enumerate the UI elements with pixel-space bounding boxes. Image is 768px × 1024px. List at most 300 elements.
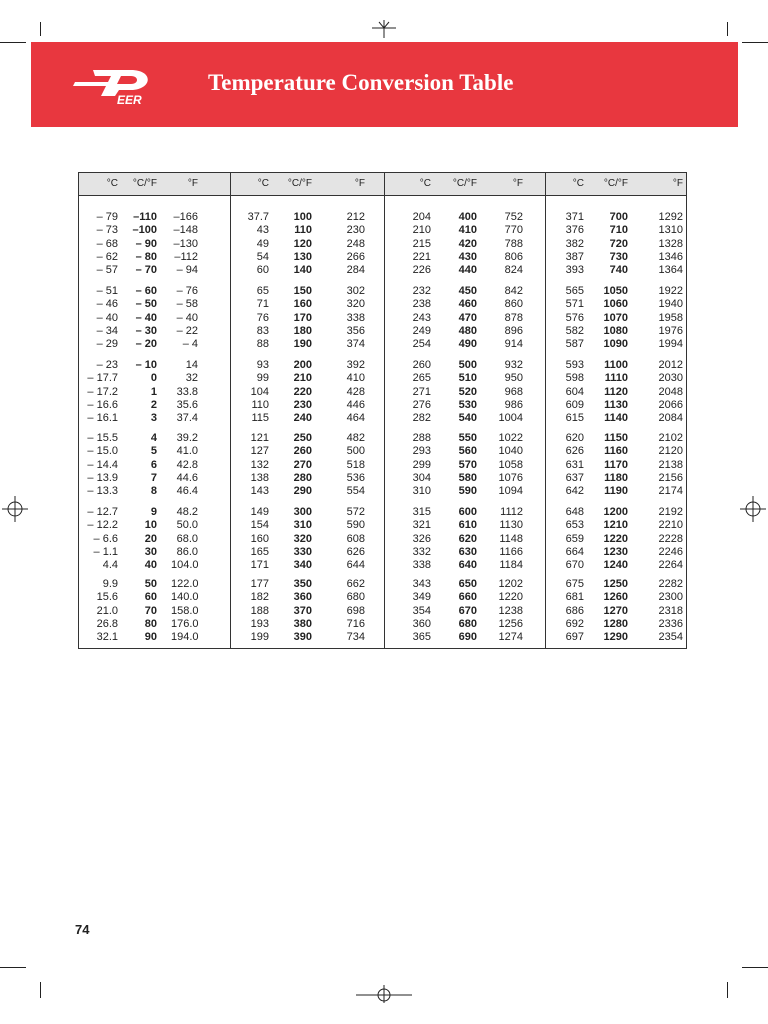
reference-value: 300 xyxy=(293,506,312,518)
celsius-value: 659 xyxy=(565,532,584,545)
fahrenheit-value: 2174 xyxy=(658,485,683,498)
reference-value: 290 xyxy=(293,485,312,498)
reference-value: 490 xyxy=(458,338,477,351)
reference-value: 2 xyxy=(150,398,157,411)
reference-value: 260 xyxy=(293,445,312,458)
fahrenheit-value: 44.6 xyxy=(176,471,198,484)
celsius-value: 664 xyxy=(565,545,584,558)
celsius-value: 154 xyxy=(250,519,269,532)
celsius-value: 65 xyxy=(256,285,269,297)
fahrenheit-value: 356 xyxy=(346,324,365,337)
fahrenheit-value: 1994 xyxy=(658,338,683,351)
fahrenheit-value: 68.0 xyxy=(176,532,198,545)
celsius-value: 626 xyxy=(565,445,584,458)
reference-value: 460 xyxy=(458,298,477,311)
celsius-value: 697 xyxy=(565,631,584,644)
fahrenheit-value: 914 xyxy=(504,338,523,351)
fahrenheit-value: 446 xyxy=(346,398,365,411)
fahrenheit-value: –166 xyxy=(173,211,198,223)
fahrenheit-value: 248 xyxy=(346,237,365,250)
reference-value: 670 xyxy=(458,604,477,617)
fahrenheit-value: 194.0 xyxy=(171,631,199,644)
fahrenheit-value: 698 xyxy=(346,604,365,617)
reference-value: 500 xyxy=(458,359,477,371)
celsius-value: – 79 xyxy=(96,211,118,223)
celsius-value: 88 xyxy=(256,338,269,351)
fahrenheit-value: 2030 xyxy=(658,372,683,385)
celsius-value: 637 xyxy=(565,471,584,484)
celsius-value: 293 xyxy=(412,445,431,458)
reference-value: 210 xyxy=(293,372,312,385)
reference-value: 1190 xyxy=(604,485,628,498)
celsius-value: 60 xyxy=(256,264,269,277)
celsius-value: – 13.3 xyxy=(87,485,118,498)
table-header-row xyxy=(79,173,686,196)
reference-value: 370 xyxy=(293,604,312,617)
celsius-value: 304 xyxy=(412,471,431,484)
celsius-value: 692 xyxy=(565,617,584,630)
fahrenheit-value: –112 xyxy=(174,250,198,263)
reference-value: – 90 xyxy=(135,237,157,250)
reference-value: 1090 xyxy=(603,338,628,351)
celsius-value: 332 xyxy=(412,545,431,558)
fahrenheit-value: 176.0 xyxy=(171,617,199,630)
fahrenheit-value: 1040 xyxy=(498,445,523,458)
fahrenheit-value: 842 xyxy=(504,285,523,297)
fahrenheit-value: 932 xyxy=(504,359,523,371)
fahrenheit-value: – 40 xyxy=(176,311,198,324)
reference-value: 4 xyxy=(150,432,157,444)
reference-value: 1050 xyxy=(603,285,628,297)
reference-value: 590 xyxy=(458,485,477,498)
registration-mark-top xyxy=(372,18,396,38)
reference-value: 510 xyxy=(458,372,477,385)
celsius-value: 271 xyxy=(412,385,431,398)
reference-value: 560 xyxy=(458,445,477,458)
reference-value: 440 xyxy=(458,264,477,277)
fahrenheit-value: 2282 xyxy=(658,578,683,590)
reference-value: – 40 xyxy=(135,311,157,324)
celsius-value: 249 xyxy=(412,324,431,337)
crop-mark xyxy=(40,22,41,36)
fahrenheit-value: 896 xyxy=(504,324,523,337)
fahrenheit-value: 1238 xyxy=(498,604,523,617)
fahrenheit-value: 752 xyxy=(504,211,523,223)
fahrenheit-value: 1328 xyxy=(658,237,683,250)
celsius-value: – 17.2 xyxy=(87,385,118,398)
reference-value: 1250 xyxy=(603,578,628,590)
header-banner xyxy=(31,42,738,127)
reference-value: 120 xyxy=(293,237,312,250)
celsius-value: 254 xyxy=(412,338,431,351)
fahrenheit-value: 302 xyxy=(346,285,365,297)
fahrenheit-value: 590 xyxy=(346,519,365,532)
celsius-value: – 51 xyxy=(96,285,118,297)
fahrenheit-value: 500 xyxy=(346,445,365,458)
fahrenheit-value: 46.4 xyxy=(176,485,198,498)
reference-value: 3 xyxy=(150,412,157,425)
reference-value: 50 xyxy=(144,578,157,590)
reference-value: 140 xyxy=(293,264,312,277)
celsius-value: – 57 xyxy=(96,264,118,277)
celsius-value: 149 xyxy=(250,506,269,518)
fahrenheit-value: 338 xyxy=(346,311,365,324)
celsius-value: 615 xyxy=(565,412,584,425)
fahrenheit-value: – 58 xyxy=(176,298,198,311)
celsius-value: 321 xyxy=(412,519,431,532)
celsius-value: 648 xyxy=(565,506,584,518)
reference-value: 310 xyxy=(293,519,312,532)
fahrenheit-value: 626 xyxy=(346,545,365,558)
celsius-value: 26.8 xyxy=(96,617,118,630)
reference-value: 90 xyxy=(144,631,157,644)
reference-value: 20 xyxy=(144,532,157,545)
celsius-value: 282 xyxy=(412,412,431,425)
fahrenheit-value: 2228 xyxy=(658,532,683,545)
fahrenheit-value: 554 xyxy=(346,485,365,498)
celsius-value: 620 xyxy=(565,432,584,444)
celsius-value: 360 xyxy=(412,617,431,630)
reference-value: 350 xyxy=(293,578,312,590)
celsius-value: 243 xyxy=(412,311,431,324)
celsius-value: 238 xyxy=(412,298,431,311)
fahrenheit-value: –130 xyxy=(173,237,198,250)
fahrenheit-value: 1148 xyxy=(499,532,523,545)
reference-value: – 50 xyxy=(135,298,157,311)
celsius-value: 132 xyxy=(250,458,269,471)
fahrenheit-value: 518 xyxy=(346,458,365,471)
celsius-value: 49 xyxy=(256,237,269,250)
celsius-value: 349 xyxy=(412,591,431,604)
fahrenheit-value: 608 xyxy=(346,532,365,545)
reference-value: 6 xyxy=(150,458,157,471)
column-header: °C/°F xyxy=(603,178,628,189)
fahrenheit-value: 2300 xyxy=(658,591,683,604)
page-number: 74 xyxy=(75,922,90,937)
fahrenheit-value: 1058 xyxy=(498,458,523,471)
reference-value: 180 xyxy=(293,324,312,337)
celsius-value: 171 xyxy=(250,559,269,572)
celsius-value: 265 xyxy=(412,372,431,385)
celsius-value: – 40 xyxy=(96,311,118,324)
celsius-value: – 15.5 xyxy=(87,432,118,444)
column-header: °C/°F xyxy=(132,178,157,189)
reference-value: 1160 xyxy=(604,445,628,458)
celsius-value: – 12.7 xyxy=(87,506,118,518)
fahrenheit-value: 2102 xyxy=(658,432,683,444)
fahrenheit-value: 878 xyxy=(504,311,523,324)
fahrenheit-value: 284 xyxy=(346,264,365,277)
crop-mark xyxy=(742,967,768,968)
fahrenheit-value: 266 xyxy=(346,250,365,263)
peer-logo xyxy=(71,62,171,106)
fahrenheit-value: 824 xyxy=(504,264,523,277)
reference-value: 640 xyxy=(458,559,477,572)
fahrenheit-value: 464 xyxy=(346,412,365,425)
reference-value: – 70 xyxy=(135,264,157,277)
fahrenheit-value: – 22 xyxy=(176,324,198,337)
fahrenheit-value: 410 xyxy=(346,372,365,385)
conversion-table xyxy=(78,172,687,649)
fahrenheit-value: 806 xyxy=(504,250,523,263)
celsius-value: 387 xyxy=(565,250,584,263)
reference-value: 230 xyxy=(293,398,312,411)
celsius-value: 199 xyxy=(250,631,269,644)
fahrenheit-value: 1976 xyxy=(658,324,683,337)
fahrenheit-value: 35.6 xyxy=(176,398,198,411)
reference-value: – 80 xyxy=(135,250,157,263)
reference-value: 320 xyxy=(293,532,312,545)
reference-value: 1150 xyxy=(604,432,628,444)
fahrenheit-value: 2318 xyxy=(658,604,683,617)
reference-value: 1120 xyxy=(604,385,628,398)
fahrenheit-value: 2354 xyxy=(658,631,683,644)
celsius-value: 382 xyxy=(565,237,584,250)
fahrenheit-value: 122.0 xyxy=(171,578,199,590)
celsius-value: 110 xyxy=(251,398,269,411)
celsius-value: 127 xyxy=(250,445,269,458)
celsius-value: 571 xyxy=(565,298,584,311)
reference-value: 220 xyxy=(293,385,312,398)
reference-value: 1080 xyxy=(603,324,628,337)
fahrenheit-value: 1004 xyxy=(498,412,523,425)
fahrenheit-value: 860 xyxy=(504,298,523,311)
column-header: °C xyxy=(572,178,584,189)
reference-value: 60 xyxy=(144,591,157,604)
celsius-value: 371 xyxy=(565,211,584,223)
fahrenheit-value: 42.8 xyxy=(176,458,198,471)
fahrenheit-value: 39.2 xyxy=(176,432,198,444)
reference-value: 580 xyxy=(458,471,477,484)
celsius-value: – 46 xyxy=(96,298,118,311)
column-header: °C/°F xyxy=(287,178,312,189)
reference-value: 130 xyxy=(293,250,312,263)
fahrenheit-value: 2048 xyxy=(658,385,683,398)
celsius-value: – 62 xyxy=(96,250,118,263)
celsius-value: 104 xyxy=(250,385,269,398)
fahrenheit-value: 212 xyxy=(346,211,365,223)
fahrenheit-value: 1094 xyxy=(498,485,523,498)
fahrenheit-value: 48.2 xyxy=(176,506,198,518)
celsius-value: 365 xyxy=(412,631,431,644)
fahrenheit-value: – 76 xyxy=(176,285,198,297)
crop-mark xyxy=(742,42,768,43)
reference-value: – 60 xyxy=(135,285,157,297)
celsius-value: – 12.2 xyxy=(87,519,118,532)
fahrenheit-value: 392 xyxy=(346,359,365,371)
celsius-value: 143 xyxy=(250,485,269,498)
fahrenheit-value: 2192 xyxy=(658,506,683,518)
reference-value: –110 xyxy=(133,211,157,223)
fahrenheit-value: 428 xyxy=(346,385,365,398)
reference-value: 1230 xyxy=(603,545,628,558)
celsius-value: 210 xyxy=(412,224,431,237)
reference-value: 9 xyxy=(150,506,157,518)
reference-value: 250 xyxy=(293,432,312,444)
column-header: °C xyxy=(419,178,431,189)
fahrenheit-value: 1292 xyxy=(658,211,683,223)
fahrenheit-value: 37.4 xyxy=(176,412,198,425)
reference-value: –100 xyxy=(132,224,157,237)
fahrenheit-value: 41.0 xyxy=(176,445,198,458)
reference-value: 1210 xyxy=(603,519,628,532)
reference-value: 190 xyxy=(293,338,312,351)
fahrenheit-value: 1310 xyxy=(658,224,683,237)
reference-value: 710 xyxy=(609,224,628,237)
reference-value: 600 xyxy=(458,506,477,518)
celsius-value: 299 xyxy=(412,458,431,471)
fahrenheit-value: 1274 xyxy=(498,631,523,644)
celsius-value: 99 xyxy=(256,372,269,385)
reference-value: 80 xyxy=(144,617,157,630)
celsius-value: – 23 xyxy=(96,359,118,371)
column-header: °C xyxy=(257,178,269,189)
fahrenheit-value: 2336 xyxy=(658,617,683,630)
reference-value: 8 xyxy=(150,485,157,498)
reference-value: 420 xyxy=(458,237,477,250)
column-header: °F xyxy=(512,178,523,189)
celsius-value: 310 xyxy=(412,485,431,498)
fahrenheit-value: 140.0 xyxy=(171,591,199,604)
reference-value: 7 xyxy=(150,471,157,484)
fahrenheit-value: 1166 xyxy=(499,545,523,558)
celsius-value: 260 xyxy=(412,359,431,371)
reference-value: 660 xyxy=(458,591,477,604)
fahrenheit-value: 33.8 xyxy=(176,385,198,398)
celsius-value: 593 xyxy=(565,359,584,371)
celsius-value: 188 xyxy=(250,604,269,617)
fahrenheit-value: – 94 xyxy=(176,264,198,277)
reference-value: 240 xyxy=(293,412,312,425)
fahrenheit-value: 1022 xyxy=(498,432,523,444)
reference-value: 380 xyxy=(293,617,312,630)
fahrenheit-value: 680 xyxy=(346,591,365,604)
reference-value: 550 xyxy=(458,432,477,444)
celsius-value: 15.6 xyxy=(96,591,118,604)
fahrenheit-value: 1076 xyxy=(498,471,523,484)
fahrenheit-value: 230 xyxy=(346,224,365,237)
reference-value: 30 xyxy=(144,545,157,558)
reference-value: 1180 xyxy=(604,471,628,484)
reference-value: 1280 xyxy=(603,617,628,630)
celsius-value: 686 xyxy=(565,604,584,617)
fahrenheit-value: 1112 xyxy=(500,506,523,518)
reference-value: 470 xyxy=(458,311,477,324)
reference-value: 340 xyxy=(293,559,312,572)
fahrenheit-value: 662 xyxy=(346,578,365,590)
celsius-value: – 29 xyxy=(96,338,118,351)
celsius-value: – 34 xyxy=(96,324,118,337)
reference-value: 40 xyxy=(144,559,157,572)
reference-value: 520 xyxy=(458,385,477,398)
reference-value: 450 xyxy=(458,285,477,297)
reference-value: 150 xyxy=(293,285,312,297)
reference-value: 1240 xyxy=(603,559,628,572)
celsius-value: 587 xyxy=(565,338,584,351)
fahrenheit-value: 2246 xyxy=(658,545,683,558)
reference-value: 410 xyxy=(458,224,477,237)
celsius-value: 193 xyxy=(250,617,269,630)
celsius-value: 376 xyxy=(565,224,584,237)
fahrenheit-value: 104.0 xyxy=(171,559,199,572)
reference-value: 110 xyxy=(294,224,312,237)
reference-value: 1290 xyxy=(603,631,628,644)
celsius-value: 565 xyxy=(565,285,584,297)
celsius-value: 165 xyxy=(250,545,269,558)
reference-value: – 10 xyxy=(135,359,157,371)
reference-value: 280 xyxy=(293,471,312,484)
celsius-value: 83 xyxy=(256,324,269,337)
reference-value: 10 xyxy=(144,519,157,532)
reference-value: 1100 xyxy=(604,359,628,371)
reference-value: 170 xyxy=(293,311,312,324)
reference-value: 1270 xyxy=(603,604,628,617)
reference-value: 270 xyxy=(293,458,312,471)
celsius-value: – 73 xyxy=(96,224,118,237)
fahrenheit-value: 1220 xyxy=(498,591,523,604)
celsius-value: 642 xyxy=(565,485,584,498)
celsius-value: 343 xyxy=(412,578,431,590)
celsius-value: 604 xyxy=(565,385,584,398)
fahrenheit-value: 572 xyxy=(346,506,365,518)
celsius-value: 681 xyxy=(565,591,584,604)
celsius-value: 288 xyxy=(412,432,431,444)
fahrenheit-value: 32 xyxy=(185,372,198,385)
fahrenheit-value: 1364 xyxy=(658,264,683,277)
reference-value: 570 xyxy=(458,458,477,471)
reference-value: 5 xyxy=(150,445,157,458)
celsius-value: – 6.6 xyxy=(93,532,118,545)
reference-value: 480 xyxy=(458,324,477,337)
celsius-value: – 16.1 xyxy=(87,412,118,425)
celsius-value: – 16.6 xyxy=(87,398,118,411)
fahrenheit-value: 1256 xyxy=(498,617,523,630)
celsius-value: 609 xyxy=(565,398,584,411)
reference-value: 700 xyxy=(609,211,628,223)
crop-mark xyxy=(0,967,26,968)
fahrenheit-value: 2084 xyxy=(658,412,683,425)
reference-value: 720 xyxy=(609,237,628,250)
fahrenheit-value: 770 xyxy=(504,224,523,237)
celsius-value: 93 xyxy=(256,359,269,371)
celsius-value: 576 xyxy=(565,311,584,324)
celsius-value: 76 xyxy=(256,311,269,324)
fahrenheit-value: 986 xyxy=(504,398,523,411)
celsius-value: 21.0 xyxy=(96,604,118,617)
crop-mark xyxy=(727,22,728,36)
reference-value: 160 xyxy=(293,298,312,311)
celsius-value: 598 xyxy=(565,372,584,385)
celsius-value: – 17.7 xyxy=(87,372,118,385)
column-header: °C/°F xyxy=(452,178,477,189)
reference-value: 1260 xyxy=(603,591,628,604)
celsius-value: 215 xyxy=(412,237,431,250)
reference-value: 730 xyxy=(609,250,628,263)
celsius-value: 177 xyxy=(250,578,269,590)
celsius-value: 9.9 xyxy=(102,578,118,590)
fahrenheit-value: 2066 xyxy=(658,398,683,411)
reference-value: 1220 xyxy=(603,532,628,545)
reference-value: 360 xyxy=(293,591,312,604)
reference-value: 1140 xyxy=(604,412,628,425)
reference-value: 1170 xyxy=(604,458,628,471)
reference-value: 100 xyxy=(293,211,312,223)
celsius-value: 32.1 xyxy=(96,631,118,644)
celsius-value: – 15.0 xyxy=(87,445,118,458)
logo-text: EER xyxy=(117,93,142,106)
registration-mark-left xyxy=(2,496,28,522)
celsius-value: 675 xyxy=(565,578,584,590)
